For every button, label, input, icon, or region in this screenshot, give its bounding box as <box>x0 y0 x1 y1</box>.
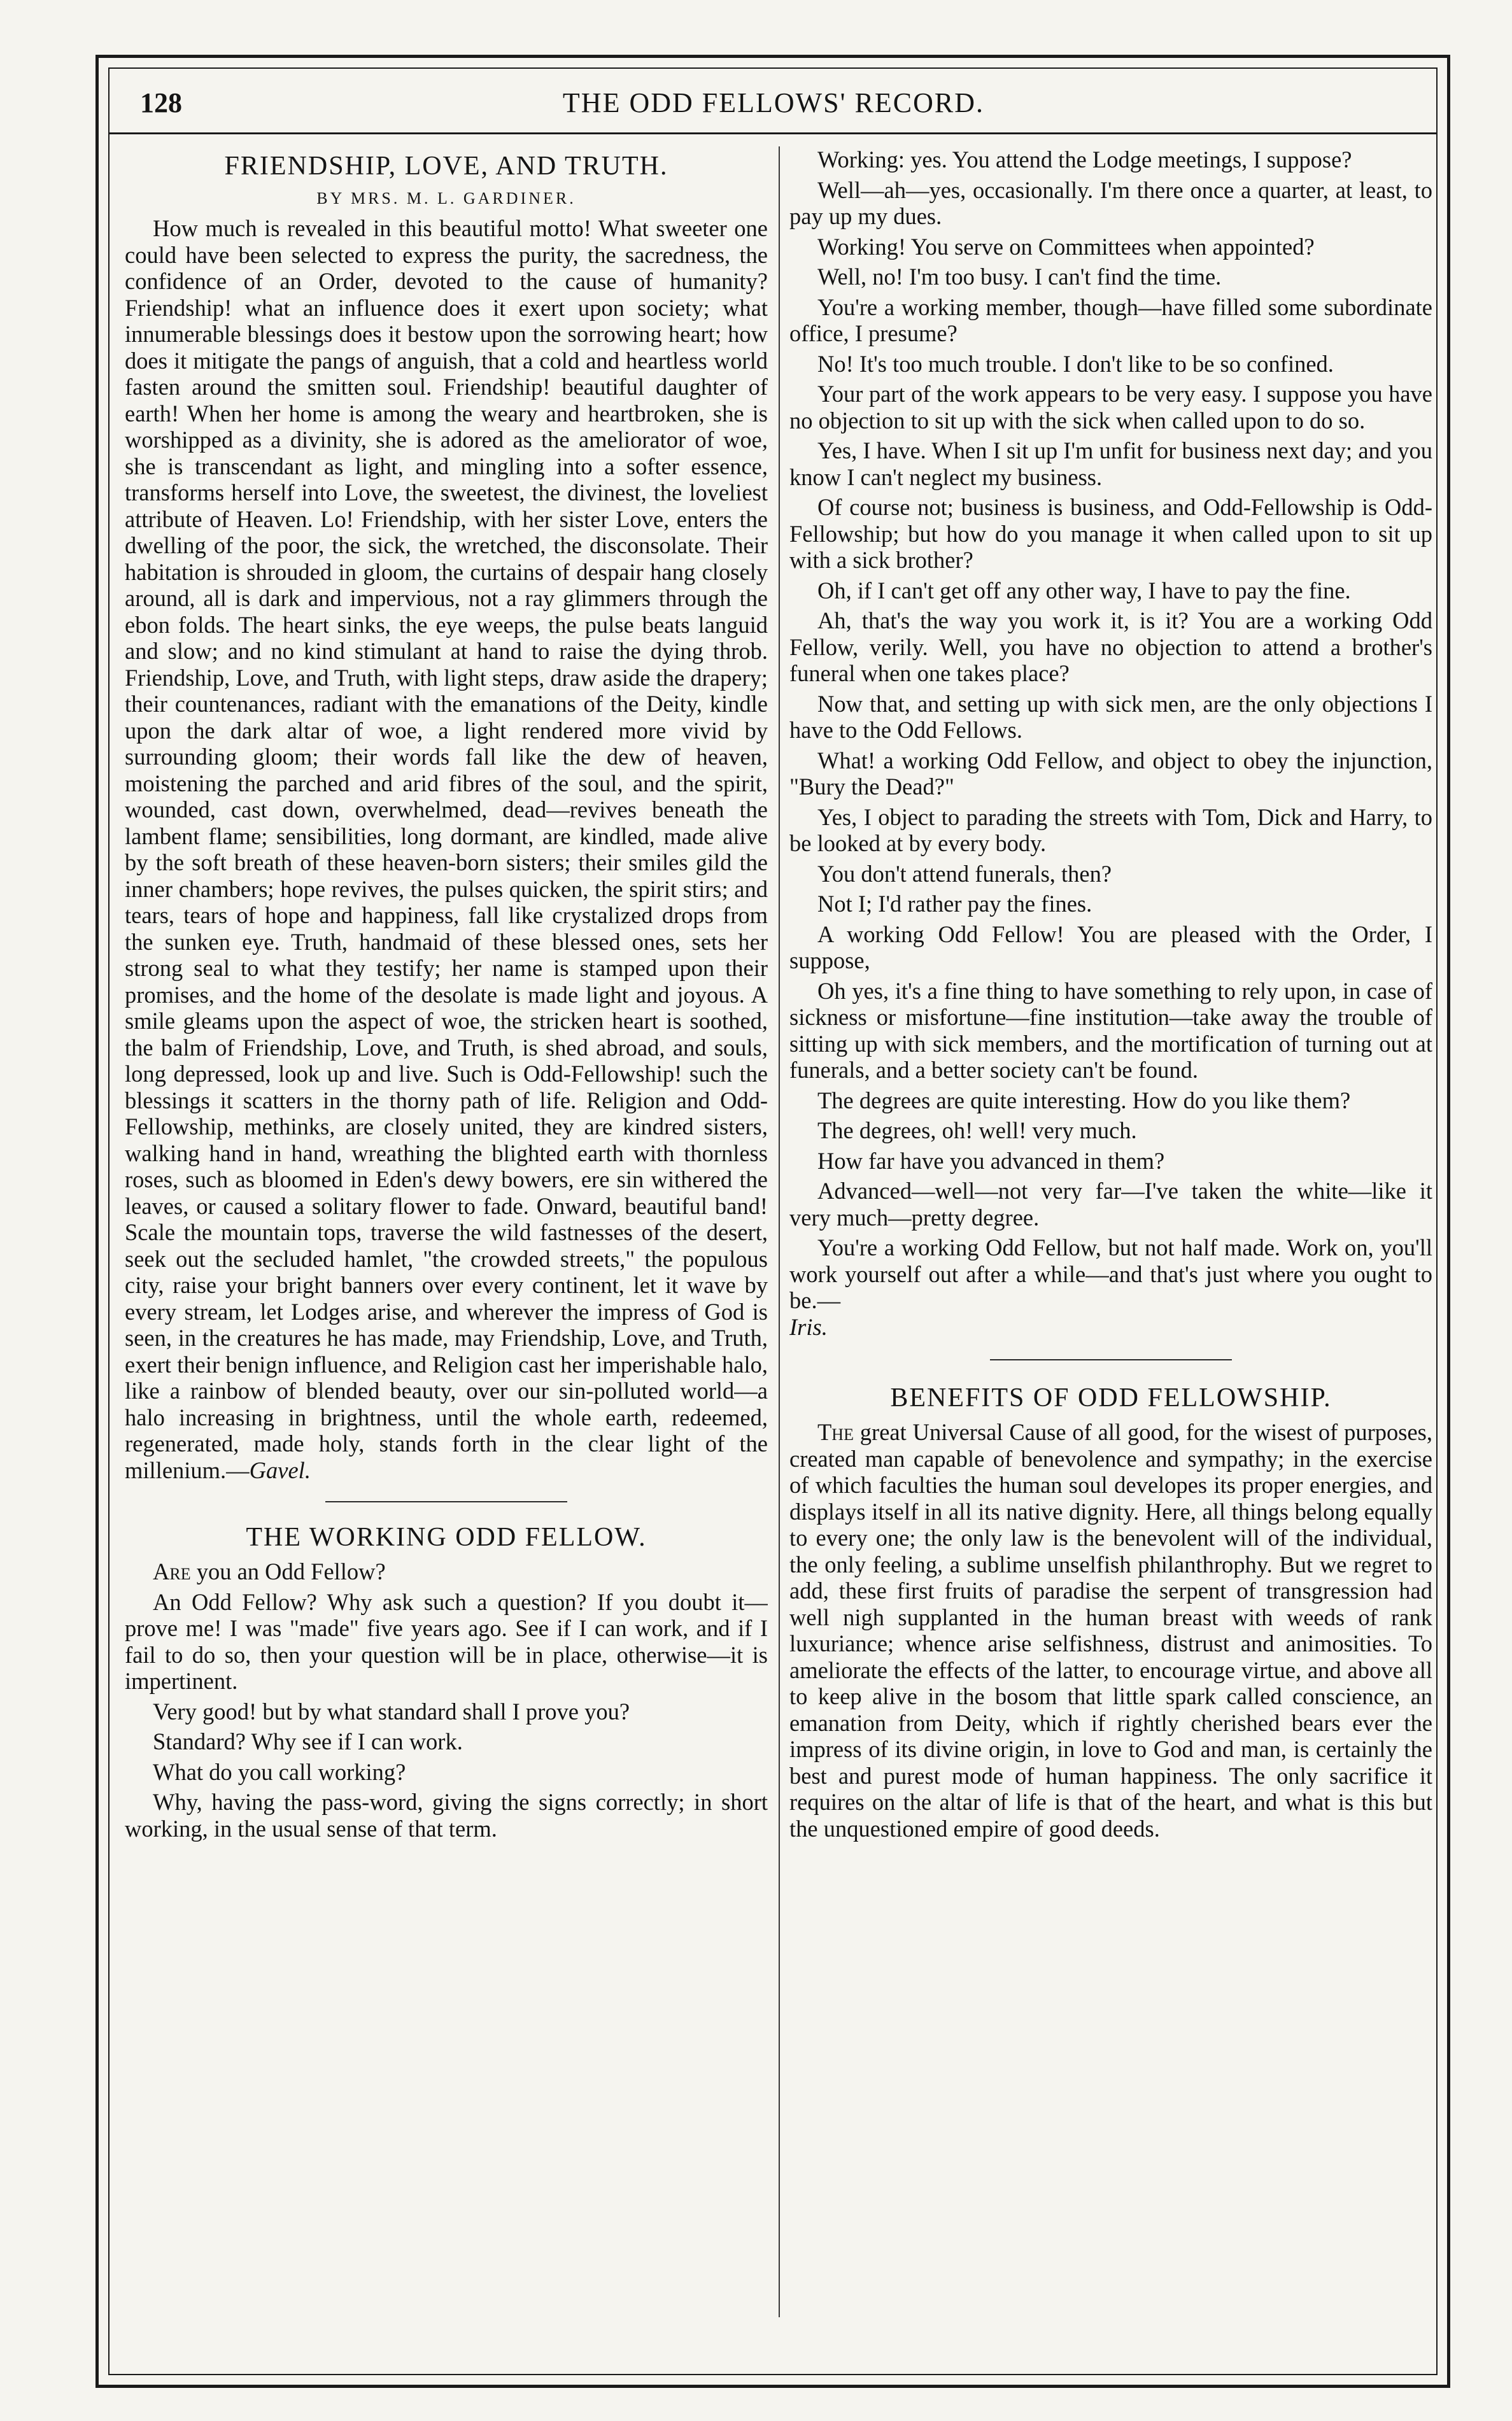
dialogue-paragraph <box>125 1589 768 1695</box>
header-rule <box>108 132 1438 134</box>
section-separator <box>990 1359 1232 1360</box>
dialogue-paragraph: No! It's too much trouble. I don't like to be so confined. <box>817 350 1334 377</box>
running-title: THE ODD FELLOWS' RECORD. <box>562 87 985 118</box>
article-title: BENEFITS OF ODD FELLOWSHIP. <box>890 1383 1332 1413</box>
dialogue-paragraph: Ah, that's the way you work it, is it? You are a working Odd Fellow, verily. Well, you have no objection to attend a brother's funeral when one takes place? <box>789 607 1432 686</box>
dialogue-paragraph: Oh, if I can't get off any other way, I have to pay the fine. <box>817 577 1351 603</box>
dialogue-paragraph <box>125 1789 768 1842</box>
page-number: 128 <box>140 87 182 118</box>
article-body <box>789 1419 1432 1842</box>
dialogue-paragraph <box>125 1698 768 1725</box>
dialogue-paragraph: Yes, I object to parading the streets with Tom, Dick and Harry, to be looked at by every body. <box>789 803 1432 856</box>
dialogue-paragraph: A working Odd Fellow! You are pleased with the Order, I suppose, <box>789 921 1432 973</box>
dialogue-paragraph: Of course not; business is business, and Odd-Fellowship is Odd-Fellowship; but how do you manage it when called upon to sit up with a sick brother? <box>789 494 1432 573</box>
dialogue-left <box>125 1558 768 1842</box>
left-column <box>125 146 768 2324</box>
page-header <box>140 83 1407 127</box>
section-separator <box>325 1501 567 1502</box>
dialogue-paragraph: Working: yes. You attend the Lodge meetings, I suppose? <box>817 146 1352 173</box>
dialogue-paragraph: You're a working Odd Fellow, but not half made. Work on, you'll work yourself out after a while—and that's just where you ought to be.— <box>789 1234 1432 1313</box>
article-body-text: How much is revealed in this beautiful motto! What sweeter one could have been selected to express the purity, the sacredness, the confidence of an Order, devoted to the cause of humanity? Friendship! what an influence does it exert upon society; what innumerable blessings does it bestow upon the sorrowing heart; how does it mitigate the pangs of anguish, that a cold and heartless world fasten around the smitten soul. Friendship! beautiful daughter of earth! When her home is among the weary and heartbroken, she is worshipped as a divinity, she is adored as the ameliorator of woe, she is transcendant as light, and mingling into a softer essence, transforms herself into Love, the sweetest, the divinest, the loveliest attribute of Heaven. Lo! Friendship, with her sister Love, enters the dwelling of the poor, the sick, the wretched, the disconsolate. Their habitation is shrouded in gloom, the curtains of despair hang closely around, all is dark and impervious, not a ray glimmers through the ebon folds. The heart sinks, the eye weeps, the pulse beats languid and slow; and no kind stimulant at hand to raise the dying throb. Friendship, Love, and Truth, with light steps, draw aside the drapery; their countenances, radiant with the emanations of the Deity, kindle upon the dark altar of woe, a light rendered more vivid by surrounding gloom; their words fall like the dew of heaven, moistening the parched and arid fibres of the soul, and the spirit, wounded, cast down, overwhelmed, dead—revives beneath the lambent flame; sensibilities, long dormant, are kindled, made alive by the soft breath of these heaven-born sisters; their smiles gild the inner chambers; hope revives, the pulses quicken, the spirit stirs; and tears, tears of hope and happiness, fall like crystalized drops from the sunken eye. Truth, handmaid of these blessed ones, sets her strong seal to what they testify; her name is stamped upon their promises, and the home of the desolate is made light and joyous. A smile gleams upon the aspect of woe, the stricken heart is soothed, the balm of Friendship, Love, and Truth, is shed abroad, and souls, long depressed, look up and live. Such is Odd-Fellowship! such the blessings it scatters in the thorny path of life. Religion and Odd-Fellowship, methinks, are closely united, they are kindred sisters, walking hand in hand, wreathing the blighted earth with thornless roses, such as bloomed in Eden's dewy bowers, ere sin withered the leaves, or caused a solitary flower to fade. Onward, beautiful band! Scale the mountain tops, traverse the wild fastnesses of the desert, seek out the secluded hamlet, "the crowded streets," the populous city, raise your bright banners over every continent, let it wave by every stream, let Lodges arise, and wherever the impress of God is seen, in the creatures he has made, may Friendship, Love, and Truth, exert their benign influence, and Religion cast her imperishable halo, like a rainbow of blended beauty, over our sin-polluted world—a halo increasing in brightness, until the whole earth, redeemed, regenerated, made holy, stands forth in the clear light of the millenium.— <box>125 215 768 1483</box>
dialogue-paragraph: Now that, and setting up with sick men, are the only objections I have to the Odd Fellows. <box>789 690 1432 743</box>
dialogue-paragraph: What! a working Odd Fellow, and object to obey the injunction, "Bury the Dead?" <box>789 747 1432 800</box>
dialogue-text: Very good! but by what standard shall I prove you? <box>153 1698 630 1725</box>
dialogue-text: An Odd Fellow? Why ask such a question? If you doubt it—prove me! I was "made" five years ago. See if I can work, and if I fail to do so, then your question will be in place, otherwise—it is impertinent. <box>125 1588 768 1694</box>
column-divider <box>779 146 780 2317</box>
dialogue-paragraph: Oh yes, it's a fine thing to have something to rely upon, in case of sickness or misfortune—fine institution—take away the trouble of sitting up with sick members, and the mortification of turning out at funerals, and a better society can't be found. <box>789 977 1432 1083</box>
article-byline: BY MRS. M. L. GARDINER. <box>316 189 576 208</box>
dialogue-paragraph: The degrees are quite interesting. How do you like them? <box>817 1087 1351 1113</box>
dialogue-paragraph: You're a working member, though—have filled some subordinate office, I presume? <box>789 293 1432 346</box>
dialogue-text: Standard? Why see if I can work. <box>153 1728 463 1754</box>
dialogue-paragraph: Well, no! I'm too busy. I can't find the time. <box>817 264 1222 290</box>
dialogue-text: you an Odd Fellow? <box>190 1558 386 1585</box>
dialogue-text: Why, having the pass-word, giving the signs correctly; in short working, in the usual sense of that term. <box>125 1789 768 1842</box>
article-friendship-love-truth <box>125 150 768 1483</box>
dialogue-paragraph: Advanced—well—not very far—I've taken the white—like it very much—pretty degree. <box>789 1178 1432 1231</box>
right-column <box>789 146 1432 2324</box>
article-benefits-odd-fellowship <box>789 1382 1432 1842</box>
lead-word: Are <box>153 1558 191 1585</box>
article-signature: Iris. <box>789 1313 828 1340</box>
dialogue-closing <box>789 1314 1432 1341</box>
dialogue-paragraph: The degrees, oh! well! very much. <box>817 1117 1137 1143</box>
dialogue-paragraph: Yes, I have. When I sit up I'm unfit for business next day; and you know I can't neglect my business. <box>789 437 1432 490</box>
dialogue-paragraph: Well—ah—yes, occasionally. I'm there once a quarter, at least, to pay up my dues. <box>789 176 1432 229</box>
dialogue-paragraph <box>125 1558 768 1585</box>
article-working-odd-fellow <box>125 1521 768 1842</box>
dialogue-paragraph: Working! You serve on Committees when appointed? <box>817 233 1315 260</box>
article-title: FRIENDSHIP, LOVE, AND TRUTH. <box>224 152 668 181</box>
dialogue-paragraph: Your part of the work appears to be very easy. I suppose you have no objection to sit up with the sick when called upon to do so. <box>789 381 1432 434</box>
dialogue-paragraph <box>125 1759 768 1786</box>
article-signature: Gavel. <box>249 1457 311 1483</box>
lead-word: The <box>817 1419 854 1445</box>
dialogue-text: What do you call working? <box>153 1758 406 1785</box>
article-title: THE WORKING ODD FELLOW. <box>246 1523 647 1552</box>
dialogue-paragraph: Not I; I'd rather pay the fines. <box>817 891 1092 917</box>
dialogue-right <box>789 146 1432 1314</box>
dialogue-paragraph: You don't attend funerals, then? <box>817 860 1112 887</box>
dialogue-paragraph <box>125 1728 768 1755</box>
dialogue-paragraph: How far have you advanced in them? <box>817 1147 1165 1174</box>
article-body-text: great Universal Cause of all good, for the wisest of purposes, created man capable of benevolence and sympathy; in the exercise of which faculties the human soul developes its proper energies, and displays itself in all its native dignity. Here, all things belong equally to every one; the only law is the benevolent will of the individual, the only feeling, a sublime unselfish philanthrophy. But we regret to add, these first fruits of paradise the serpent of transgression had well nigh supplanted in the human breast with weeds of rank luxuriance; whence arise selfishness, distrust and animosities. To ameliorate the effects of the latter, to encourage virtue, and above all to keep alive in the bosom that little spark called conscience, an emanation from Deity, which if rightly cherished bears ever the impress of its divine origin, in love to God and man, is certainly the best and purest mode of human happiness. The only sacrifice it requires on the altar of life is that of the heart, and what is this but the unquestioned empire of good deeds. <box>789 1419 1432 1842</box>
article-body <box>125 215 768 1483</box>
